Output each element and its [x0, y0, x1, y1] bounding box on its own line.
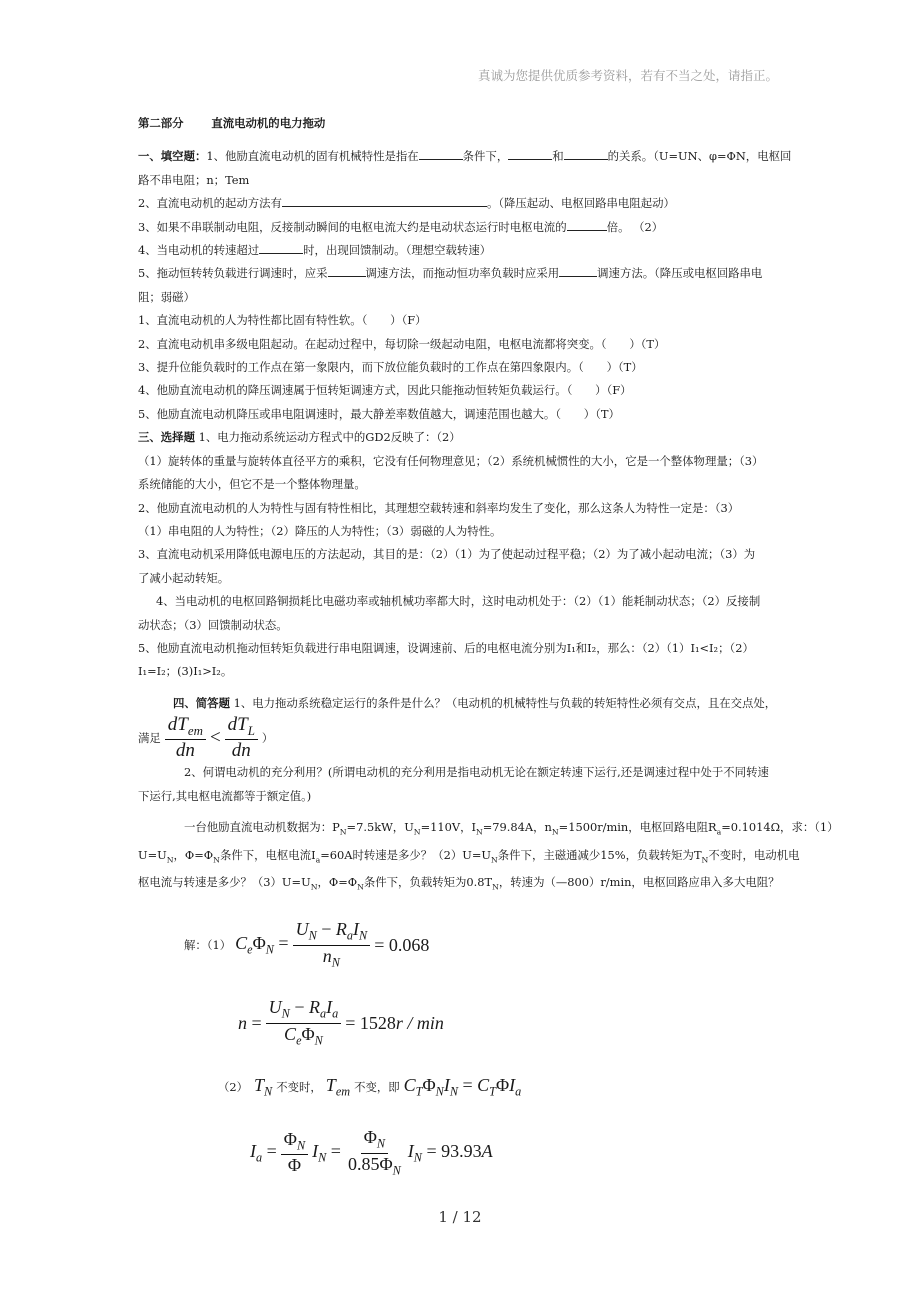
choice-q3: 3、直流电动机采用降低电源电压的方法起动，其目的是：（2）（1）为了使起动过程平稳；（2）为了减小起动电流；（3）为	[138, 547, 756, 562]
choice-q1: 三、选择题 1、电力拖动系统运动方程式中的GD2反映了：（2）	[138, 430, 461, 445]
solution-eq-1: 解：（1） $C_e\Phi_N$ = $\frac{U_N - R_aI_N}{n_N}$ = 0.068	[184, 919, 430, 970]
fill-q2: 2、直流电动机的起动方法有 。（降压起动、电枢回路串电阻起动）	[138, 196, 675, 211]
section-title: 第二部分 直流电动机的电力拖动	[138, 116, 326, 130]
fill-q5-cont: 阻；弱磁）	[138, 289, 195, 304]
page-number: 1 / 12	[438, 1208, 482, 1226]
dtl-dn-fraction: $\frac{dT_L}{dn}$	[225, 715, 258, 762]
answer-blank	[282, 195, 487, 207]
fill-heading: 一、填空题：	[138, 149, 207, 164]
ce-phi-fraction: $\frac{U_N - R_aI_N}{n_N}$	[293, 920, 371, 969]
choice-q2: 2、他励直流电动机的人为特性与固有特性相比，其理想空载转速和斜率均发生了变化，那么这条人为特性一定是：（3）	[138, 500, 740, 515]
answer-blank	[419, 148, 463, 160]
choice-q5-cont: I₁=I₂；(3)I₁>I₂。	[138, 664, 233, 679]
speed-fraction: $\frac{U_N - R_aI_a}{C_e\Phi_N}$	[266, 998, 342, 1047]
fill-q1: 一、填空题：1、他励直流电动机的固有机械特性是指在 条件下， 和 的关系。（U=UN、φ=ΦN，电枢回	[138, 149, 792, 164]
short-q1: 四、简答题 1、电力拖动系统稳定运行的条件是什么？（电动机的机械特性与负载的转矩特性必须有交点，且在交点处，	[173, 695, 777, 710]
choice-q4-cont: 动状态；（3）回馈制动状态。	[138, 617, 288, 632]
phi-reduced-fraction: $\frac{\Phi_N}{0.85\Phi_N}$	[347, 1127, 401, 1178]
choice-q1-options-cont: 系统储能的大小，但它不是一个整体物理量。	[138, 477, 366, 492]
choice-q2-options: （1）串电阻的人为特性；（2）降压的人为特性；（3）弱磁的人为特性。	[138, 523, 502, 538]
choice-q5: 5、他励直流电动机拖动恒转矩负载进行串电阻调速，设调速前、后的电枢电流分别为I₁和I₂，那么：（2）（1）I₁<I₂；（2）	[138, 640, 754, 655]
phi-ratio-fraction: $\frac{\Phi_N}{\Phi}$	[281, 1130, 308, 1176]
judge-q1: 1、直流电动机的人为特性都比固有特性软。（ ）（F）	[138, 313, 427, 328]
judge-q5: 5、他励直流电动机降压或串电阻调速时，最大静差率数值越大，调速范围也越大。（ ）（T）	[138, 406, 620, 421]
short-q2: 2、何谓电动机的充分利用？(所谓电动机的充分利用是指电动机无论在额定转速下运行,还是调速过程中处于不同转速	[184, 765, 769, 780]
answer-blank	[328, 265, 366, 277]
document-body	[138, 112, 839, 1183]
judge-q3: 3、提升位能负载时的工作点在第一象限内，而下放位能负载时的工作点在第四象限内。（ ）（T）	[138, 360, 643, 375]
fill-q4: 4、当电动机的转速超过 时，出现回馈制动。（理想空载转速）	[138, 243, 492, 258]
fill-q5: 5、拖动恒转转负载进行调速时，应采 调速方法，而拖动恒功率负载时应采用 调速方法。（降压或电枢回路串电	[138, 266, 763, 281]
answer-blank	[259, 242, 303, 254]
choice-heading: 三、选择题	[138, 430, 195, 445]
fill-q3: 3、如果不串联制动电阻，反接制动瞬间的电枢电流大约是电动状态运行时电枢电流的 倍。 （2）	[138, 219, 664, 234]
short-heading: 四、简答题	[173, 695, 230, 710]
solution-eq-2: n = $\frac{U_N - R_aI_a}{C_e\Phi_N}$ = 1528r / min	[238, 997, 444, 1048]
problem-line-2: $U=U_N$，$\Phi=\Phi_N$条件下，电枢电流$I_a=60A$时转速是多少？$(2)U=U_N$条件下，主磁通减少15%，负载转矩为$T_N$不变时，电动机电	[138, 847, 800, 864]
answer-blank	[564, 148, 608, 160]
choice-q3-cont: 了减小起动转矩。	[138, 570, 230, 585]
answer-blank	[567, 219, 607, 231]
answer-blank	[508, 148, 552, 160]
dtem-dn-fraction: $\frac{dT_{em}}{dn}$	[165, 715, 206, 762]
fill-q1-cont: 路不串电阻；n；Tem	[138, 172, 250, 187]
choice-q4: 4、当电动机的电枢回路铜损耗比电磁功率或轴机械功率都大时，这时电动机处于：（2）（1）能耗制动状态；（2）反接制	[156, 594, 761, 609]
answer-blank	[559, 265, 597, 277]
choice-q1-options: （1）旋转体的重量与旋转体直径平方的乘积，它没有任何物理意见；（2）系统机械惯性的大小，它是一个整体物理量；（3）	[138, 453, 764, 468]
solution-eq-3: （2） $T_N$ 不变时， $T_{em}$ 不变，即 $C_T\Phi_NI_N = C_T\Phi I_a$	[218, 1074, 522, 1099]
short-q2-cont: 下运行,其电枢电流都等于额定值。)	[138, 788, 312, 803]
header-note: 真诚为您提供优质参考资料，若有不当之处，请指正。	[477, 68, 778, 83]
judge-q4: 4、他励直流电动机的降压调速属于恒转矩调速方式，因此只能拖动恒转矩负载运行。（ ）（F）	[138, 383, 632, 398]
stability-condition: 满足 $\frac{dT_{em}}{dn}$ < $\frac{dT_L}{dn}$ ）	[138, 713, 274, 761]
judge-q2: 2、直流电动机串多级电阻起动。在起动过程中，每切除一级起动电阻，电枢电流都将突变。（ ）（T）	[138, 336, 666, 351]
problem-line-1: 一台他励直流电动机数据为：$P_N=7.5kW$，$U_N=110V$，$I_N=79.84A$，$n_N=1500r/\min$，电枢回路电阻$R_a=0.1014\Omega$，求：（1）	[184, 819, 839, 837]
problem-line-3: 枢电流与转速是多少？$(3)U=U_N$，$\Phi=\Phi_N$条件下，负载转矩为$0.8T_N$，转速为（—800）r/min，电枢回路应串入多大电阻？	[138, 875, 780, 892]
solution-eq-4: $I_a$ = $\frac{\Phi_N}{\Phi}$ $I_N$ = $\frac{\Phi_N}{0.85\Phi_N}$ $I_N = 93.93A$	[250, 1127, 493, 1178]
